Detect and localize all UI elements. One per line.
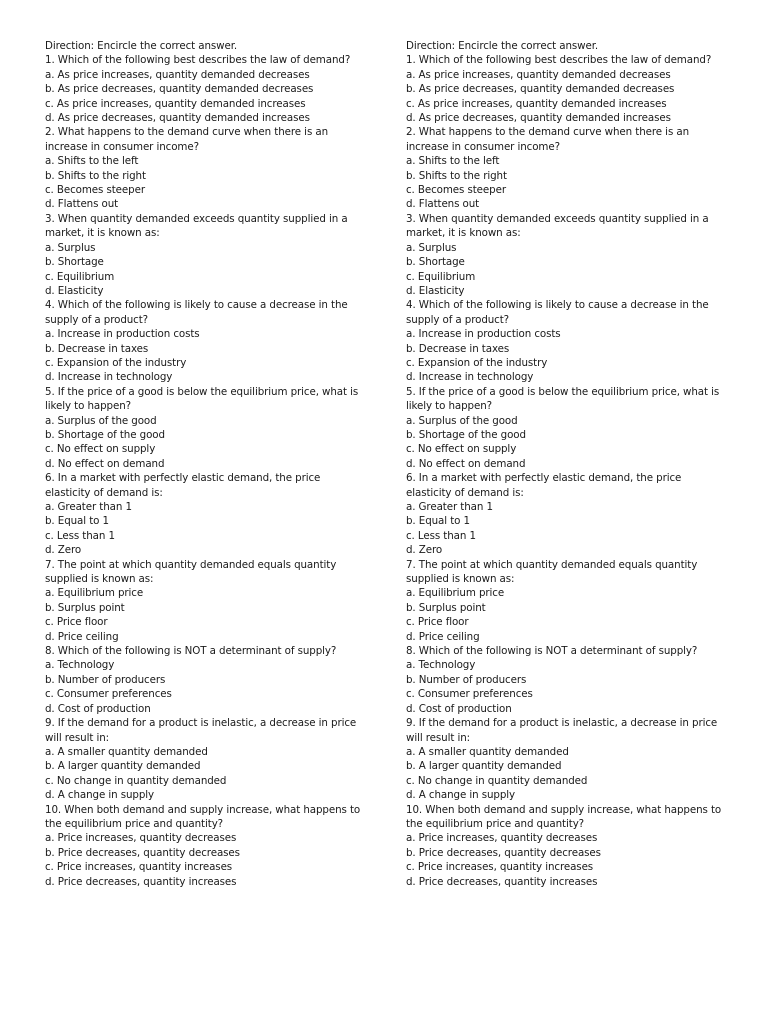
question-block-10	[45, 803, 375, 889]
answer-option[interactable]: b. Surplus point	[45, 601, 125, 614]
question-text: 8. Which of the following is NOT a determinant of supply?	[45, 645, 337, 658]
question-text: 4. Which of the following is likely to cause a decrease in the	[406, 299, 709, 312]
answer-option[interactable]: d. Cost of production	[406, 702, 512, 715]
answer-option[interactable]: a. A smaller quantity demanded	[45, 745, 208, 758]
answer-option[interactable]: c. No effect on supply	[45, 443, 156, 456]
answer-option[interactable]: d. Zero	[45, 544, 82, 557]
answer-option[interactable]: c. Price floor	[406, 616, 469, 629]
answer-option[interactable]: b. A larger quantity demanded	[45, 760, 201, 773]
question-text: elasticity of demand is:	[406, 486, 524, 499]
answer-option[interactable]: a. Surplus	[45, 241, 96, 254]
answer-option[interactable]: a. Shifts to the left	[45, 155, 139, 168]
question-text: 3. When quantity demanded exceeds quantity supplied in a	[45, 212, 348, 225]
question-text: 2. What happens to the demand curve when there is an	[45, 126, 329, 139]
answer-option[interactable]: c. Price increases, quantity increases	[406, 861, 594, 874]
answer-option[interactable]: b. Shifts to the right	[406, 169, 507, 182]
answer-option[interactable]: c. Equilibrium	[406, 270, 476, 283]
answer-option[interactable]: d. Price decreases, quantity increases	[406, 875, 598, 888]
question-text: supply of a product?	[406, 313, 510, 326]
question-text: 5. If the price of a good is below the equilibrium price, what is	[45, 385, 359, 398]
answer-option[interactable]: c. Less than 1	[45, 529, 115, 542]
question-text: 1. Which of the following best describes the law of demand?	[45, 54, 351, 67]
answer-option[interactable]: d. Elasticity	[406, 284, 465, 297]
answer-option[interactable]: b. Number of producers	[45, 673, 166, 686]
answer-options	[406, 586, 736, 644]
answer-option[interactable]: b. Decrease in taxes	[45, 342, 149, 355]
question-text: the equilibrium price and quantity?	[45, 817, 224, 830]
answer-options	[45, 154, 375, 212]
answer-option[interactable]: c. Equilibrium	[45, 270, 115, 283]
answer-option[interactable]: a. Equilibrium price	[45, 587, 144, 600]
direction-text: Direction: Encircle the correct answer.	[45, 40, 238, 52]
answer-option[interactable]: d. No effect on demand	[406, 457, 526, 470]
answer-option[interactable]: a. As price increases, quantity demanded decreases	[406, 68, 671, 81]
answer-option[interactable]: a. Technology	[406, 659, 476, 672]
question-text: supplied is known as:	[406, 573, 515, 586]
answer-option[interactable]: a. Surplus of the good	[45, 414, 157, 427]
answer-option[interactable]: b. Shortage	[406, 256, 465, 269]
answer-option[interactable]: d. No effect on demand	[45, 457, 165, 470]
worksheet-column-left	[45, 39, 375, 889]
answer-option[interactable]: d. Increase in technology	[45, 371, 173, 384]
answer-option[interactable]: c. Expansion of the industry	[406, 356, 548, 369]
answer-options	[406, 500, 736, 558]
answer-option[interactable]: a. Increase in production costs	[406, 328, 561, 341]
answer-option[interactable]: a. Greater than 1	[45, 501, 132, 513]
answer-options	[406, 68, 736, 126]
answer-options	[45, 241, 375, 299]
question-text: 10. When both demand and supply increase, what happens to	[45, 803, 361, 816]
question-text: elasticity of demand is:	[45, 486, 163, 499]
answer-option[interactable]: a. Shifts to the left	[406, 155, 500, 168]
question-text: supply of a product?	[45, 313, 149, 326]
answer-option[interactable]: d. As price decreases, quantity demanded increases	[406, 112, 671, 125]
question-block-8	[406, 644, 736, 716]
answer-options	[45, 414, 375, 472]
answer-options	[406, 658, 736, 716]
answer-option[interactable]: c. Becomes steeper	[406, 184, 506, 197]
question-block-2	[45, 125, 375, 211]
answer-options	[45, 745, 375, 803]
answer-option[interactable]: a. Increase in production costs	[45, 328, 200, 341]
answer-options	[45, 831, 375, 889]
answer-option[interactable]: b. Price decreases, quantity decreases	[406, 846, 601, 859]
answer-option[interactable]: b. Number of producers	[406, 673, 527, 686]
question-block-8	[45, 644, 375, 716]
answer-option[interactable]: d. Elasticity	[45, 284, 104, 297]
question-block-9	[45, 716, 375, 802]
answer-option[interactable]: d. Increase in technology	[406, 371, 534, 384]
question-text: 3. When quantity demanded exceeds quantity supplied in a	[406, 212, 709, 225]
answer-option[interactable]: c. Becomes steeper	[45, 184, 145, 197]
question-block-4	[406, 298, 736, 384]
direction-text: Direction: Encircle the correct answer.	[406, 40, 599, 52]
answer-option[interactable]: b. Shortage of the good	[45, 428, 165, 441]
question-text: the equilibrium price and quantity?	[406, 817, 585, 830]
answer-option[interactable]: a. Price increases, quantity decreases	[45, 832, 237, 845]
answer-options	[406, 831, 736, 889]
answer-option[interactable]: c. No change in quantity demanded	[406, 774, 588, 787]
answer-option[interactable]: a. A smaller quantity demanded	[406, 745, 569, 758]
question-text: 2. What happens to the demand curve when there is an	[406, 126, 690, 139]
answer-option[interactable]: c. Less than 1	[406, 529, 476, 542]
answer-options	[45, 500, 375, 558]
answer-option[interactable]: b. Equal to 1	[406, 515, 470, 528]
answer-option[interactable]: a. As price increases, quantity demanded decreases	[45, 68, 310, 81]
answer-option[interactable]: b. Equal to 1	[45, 515, 109, 528]
question-block-9	[406, 716, 736, 802]
answer-option[interactable]: a. Surplus	[406, 241, 457, 254]
answer-option[interactable]: d. Price ceiling	[406, 630, 480, 643]
answer-option[interactable]: d. A change in supply	[406, 789, 516, 802]
answer-option[interactable]: b. As price decreases, quantity demanded decreases	[406, 83, 675, 96]
answer-options	[406, 745, 736, 803]
answer-options	[45, 68, 375, 126]
answer-option[interactable]: b. Surplus point	[406, 601, 486, 614]
question-block-4	[45, 298, 375, 384]
question-block-6	[406, 471, 736, 557]
answer-option[interactable]: d. Price ceiling	[45, 630, 119, 643]
answer-option[interactable]: a. Greater than 1	[406, 501, 493, 513]
question-text: market, it is known as:	[45, 227, 160, 240]
question-text: will result in:	[45, 731, 110, 744]
question-text: market, it is known as:	[406, 227, 521, 240]
question-text: 6. In a market with perfectly elastic demand, the price	[406, 472, 682, 485]
question-block-3	[45, 212, 375, 298]
question-text: supplied is known as:	[45, 573, 154, 586]
answer-option[interactable]: c. As price increases, quantity demanded increases	[406, 97, 667, 110]
answer-option[interactable]: d. Flattens out	[406, 198, 480, 211]
answer-options	[406, 327, 736, 385]
question-text: 1. Which of the following best describes the law of demand?	[406, 54, 712, 67]
answer-option[interactable]: a. Price increases, quantity decreases	[406, 832, 598, 845]
question-block-3	[406, 212, 736, 298]
answer-option[interactable]: b. Price decreases, quantity decreases	[45, 846, 240, 859]
question-block-2	[406, 125, 736, 211]
answer-option[interactable]: b. A larger quantity demanded	[406, 760, 562, 773]
answer-options	[406, 414, 736, 472]
answer-option[interactable]: b. Shortage	[45, 256, 104, 269]
question-block-7	[406, 558, 736, 644]
answer-options	[45, 658, 375, 716]
question-text: 7. The point at which quantity demanded equals quantity	[45, 558, 337, 571]
question-block-7	[45, 558, 375, 644]
answer-option[interactable]: a. Equilibrium price	[406, 587, 505, 600]
answer-option[interactable]: a. Surplus of the good	[406, 414, 518, 427]
answer-option[interactable]: b. As price decreases, quantity demanded decreases	[45, 83, 314, 96]
question-block-10	[406, 803, 736, 889]
answer-option[interactable]: c. No change in quantity demanded	[45, 774, 227, 787]
question-text: likely to happen?	[45, 400, 132, 413]
answer-option[interactable]: c. Consumer preferences	[45, 688, 172, 701]
question-text: 6. In a market with perfectly elastic demand, the price	[45, 472, 321, 485]
answer-options	[45, 586, 375, 644]
question-block-5	[406, 385, 736, 471]
question-text: 10. When both demand and supply increase, what happens to	[406, 803, 722, 816]
answer-option[interactable]: d. Flattens out	[45, 198, 119, 211]
question-text: 4. Which of the following is likely to cause a decrease in the	[45, 299, 348, 312]
answer-options	[45, 327, 375, 385]
question-block-1	[406, 53, 736, 125]
answer-option[interactable]: d. Zero	[406, 544, 443, 557]
question-text: will result in:	[406, 731, 471, 744]
answer-option[interactable]: d. A change in supply	[45, 789, 155, 802]
answer-option[interactable]: c. Price increases, quantity increases	[45, 861, 233, 874]
question-text: increase in consumer income?	[406, 140, 560, 153]
answer-option[interactable]: d. As price decreases, quantity demanded increases	[45, 112, 310, 125]
question-text: 8. Which of the following is NOT a determinant of supply?	[406, 645, 698, 658]
question-block-1	[45, 53, 375, 125]
question-text: increase in consumer income?	[45, 140, 199, 153]
answer-option[interactable]: c. No effect on supply	[406, 443, 517, 456]
question-block-5	[45, 385, 375, 471]
answer-option[interactable]: c. Price floor	[45, 616, 108, 629]
question-text: 9. If the demand for a product is inelastic, a decrease in price	[406, 717, 718, 730]
question-text: 9. If the demand for a product is inelastic, a decrease in price	[45, 717, 357, 730]
answer-option[interactable]: b. Decrease in taxes	[406, 342, 510, 355]
question-text: likely to happen?	[406, 400, 493, 413]
question-block-6	[45, 471, 375, 557]
question-text: 5. If the price of a good is below the equilibrium price, what is	[406, 385, 720, 398]
worksheet-column-right	[406, 39, 736, 889]
answer-option[interactable]: d. Cost of production	[45, 702, 151, 715]
answer-options	[406, 241, 736, 299]
answer-options	[406, 154, 736, 212]
answer-option[interactable]: c. Expansion of the industry	[45, 356, 187, 369]
answer-option[interactable]: a. Technology	[45, 659, 115, 672]
answer-option[interactable]: b. Shifts to the right	[45, 169, 146, 182]
question-text: 7. The point at which quantity demanded equals quantity	[406, 558, 698, 571]
answer-option[interactable]: c. Consumer preferences	[406, 688, 533, 701]
answer-option[interactable]: c. As price increases, quantity demanded increases	[45, 97, 306, 110]
answer-option[interactable]: d. Price decreases, quantity increases	[45, 875, 237, 888]
answer-option[interactable]: b. Shortage of the good	[406, 428, 526, 441]
